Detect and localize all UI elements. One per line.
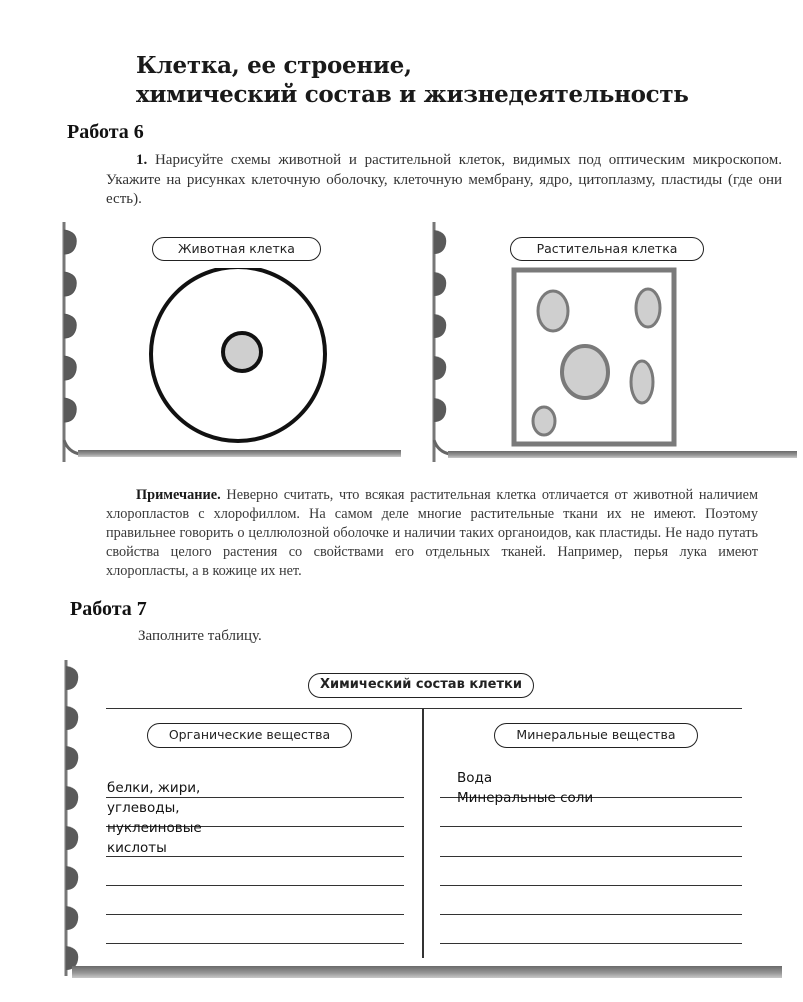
scallop-border-left	[60, 222, 82, 462]
answer-mineral[interactable]: Минеральные соли	[457, 790, 594, 806]
answer-line	[440, 943, 742, 944]
plastid	[533, 407, 555, 435]
answer-line	[106, 856, 404, 857]
answer-organic[interactable]: белки, жири,	[107, 780, 201, 796]
scallop-border-left	[62, 660, 86, 980]
table-title: Химический состав клетки	[308, 673, 534, 698]
nucleus	[223, 333, 261, 371]
answer-line	[106, 885, 404, 886]
plastid	[636, 289, 660, 327]
plant-cell-label: Растительная клетка	[510, 237, 704, 261]
frame-bottom-edge	[72, 966, 782, 978]
answer-organic[interactable]: углеводы,	[107, 800, 180, 816]
work-7-instruction: Заполните таблицу.	[138, 628, 262, 644]
answer-line	[440, 914, 742, 915]
answer-line	[106, 914, 404, 915]
task-number: 1.	[136, 152, 148, 168]
plastid	[538, 291, 568, 331]
answer-line	[440, 856, 742, 857]
task-text: Нарисуйте схемы животной и растительной клеток, видимых под оптическим микроскопом. Укажите на рисунках клеточную оболочку, клеточную мембрану, ядро, цитоплазму, пластиды (где они есть).	[106, 152, 782, 207]
work-6-task	[106, 151, 782, 210]
answer-line	[440, 826, 742, 827]
answer-mineral[interactable]: Вода	[457, 770, 493, 786]
plant-cell-diagram	[510, 266, 680, 448]
animal-cell-label: Животная клетка	[152, 237, 321, 261]
animal-cell-diagram	[140, 268, 340, 448]
nucleus	[562, 346, 608, 398]
answer-line	[106, 797, 404, 798]
answer-organic[interactable]: нуклеиновые	[107, 820, 202, 836]
chapter-title-line-1: Клетка, ее строение,	[136, 52, 412, 79]
frame-bottom-edge	[448, 451, 797, 458]
table-header-divider	[106, 708, 742, 709]
note-text: Неверно считать, что всякая растительная клетка отличается от животной наличием хлоропластов с хлорофиллом. На самом деле многие растительные ткани их не имеют. Поэтому правильнее говорить о целлюлозной оболочке и наличии таких органоидов, как пластиды. Не надо путать свойства целого растения со свойствами его отдельных тканей. Например, перья лука имеют хлоропласты, а в кожице их нет.	[106, 487, 758, 579]
note-label: Примечание.	[136, 487, 221, 503]
answer-organic[interactable]: кислоты	[107, 840, 167, 856]
column-header-organic: Органические вещества	[147, 723, 352, 748]
plastid	[631, 361, 653, 403]
frame-bottom-edge	[78, 450, 401, 457]
column-header-mineral: Минеральные вещества	[494, 723, 698, 748]
column-divider	[422, 708, 424, 958]
work-6-heading: Работа 6	[67, 121, 144, 143]
work-7-heading: Работа 7	[70, 598, 147, 620]
chapter-title-line-2: химический состав и жизнедеятельность	[136, 81, 689, 108]
note-paragraph	[106, 486, 758, 581]
answer-line	[106, 943, 404, 944]
scallop-border-left	[430, 222, 452, 462]
answer-line	[440, 885, 742, 886]
